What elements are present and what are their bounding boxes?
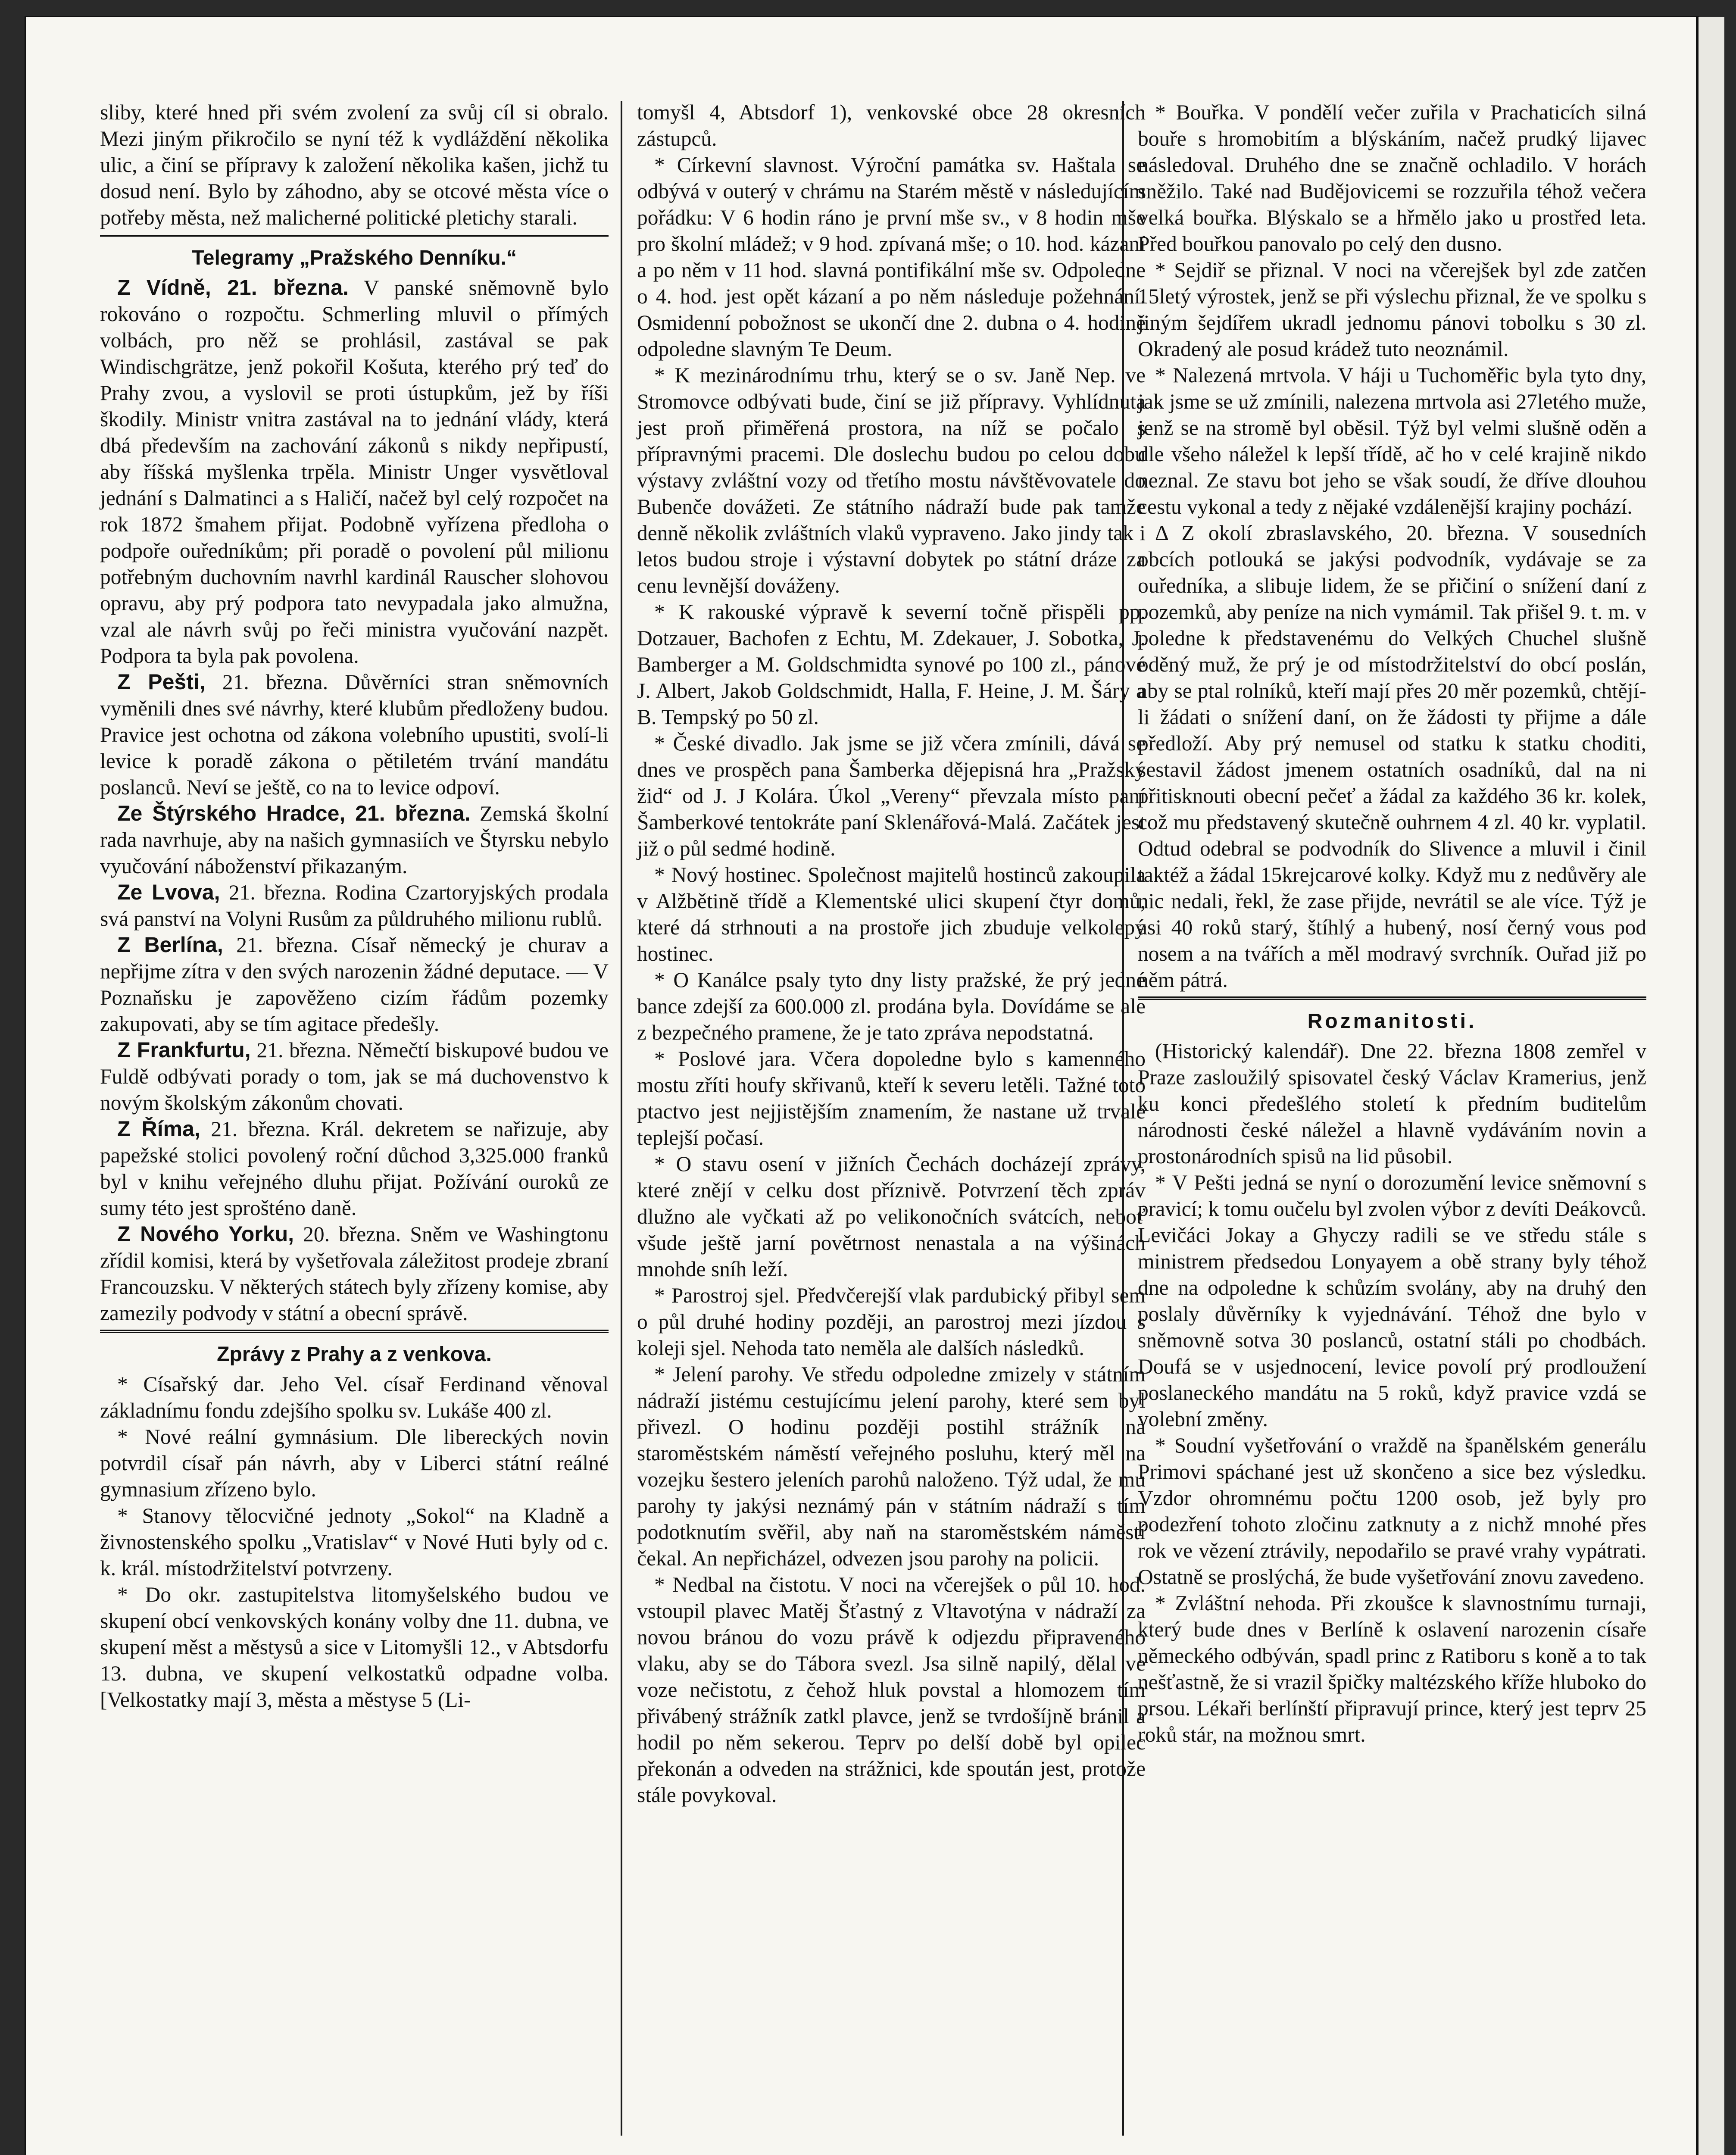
section-rule (100, 235, 609, 237)
news-heading: Zprávy z Prahy a z venkova. (217, 1343, 492, 1366)
news-item: * O stavu osení v jižních Čechách docházejí zprávy, které znějí v celku dost příznivě. Potvrzení těch zpráv dlužno ale vyčkati až po velikonočních svátcích, neboť všude ještě jarní povětrnost nenastala a na výšinách mnohde sníh leží. (637, 1152, 1146, 1281)
news-item: * Sejdiř se přiznal. V noci na včerejšek byl zde zatčen 15letý výrostek, jenž se při výslechu přiznal, že ve spolku s jiným šejdířem ukradl jednomu pánovi tobolku s 30 zl. Okradený ale posud krádež tuto neoznámil. (1138, 258, 1646, 361)
news-item: * Církevní slavnost. Výroční památka sv. Haštala se odbývá v outerý v chrámu na Starém městě v následujícím pořádku: V 6 hodin ráno je první mše sv., v 8 hodin mše pro školní mládež; v 9 hod. zpívaná mše; o 10. hod. kázaní a po něm v 11 hod. slavná pontifikální mše sv. Odpoledne o 4. hod. jest opět kázaní a po něm následuje požehnání. Osmidenní pobožnost se ukončí dne 2. dubna o 4. hodině odpoledne slavným Te Deum. (637, 153, 1146, 361)
telegram-text: 20. března. Sněm ve Washingtonu zřídil komisi, která by vyšetřovala záležitost prodeje zbraní Francouzsku. V některých státech byly zřízeny komise, aby zamezily podvody v státní a obecní správě. (100, 1222, 609, 1325)
news-item: * Císařský dar. Jeho Vel. císař Ferdinand věnoval základnímu fondu zdejšího spolku sv. Lukáše 400 zl. (100, 1372, 609, 1422)
section-rule (100, 1330, 609, 1333)
column-2 (637, 99, 1146, 1808)
news-item: * Parostroj sjel. Předvčerejší vlak pardubický přibyl sem o půl druhé hodiny později, an parostroj mezi jízdou s koleji sjel. Nehoda tato neměla ale dalších následků. (637, 1284, 1146, 1360)
telegram-text: 21. března. Císař německý je churav a nepřijme zítra v den svých narozenin žádné deputace. — V Poznaňsku je zapověženo cizím řádům pozemky zakupovati, aby se tím agitace předešly. (100, 933, 609, 1036)
telegram-vienna (100, 275, 609, 669)
dateline: Z Nového Yorku, (117, 1222, 294, 1246)
news-item: * O Kanálce psaly tyto dny listy pražské, že prý jedné bance zdejší za 600.000 zl. prodána byla. Dovídáme se ale z bezpečného pramene, že je tato zpráva nepodstatná. (637, 968, 1146, 1044)
dateline: Z Pešti, (117, 670, 206, 694)
telegram-new-york (100, 1221, 609, 1326)
news-item: * České divadlo. Jak jsme se již včera zmínili, dává se dnes ve prospěch pana Šamberka dějepisná hra „Pražský žid“ od J. J Kolára. Úkol „Vereny“ převzala místo paní Šamberkové tentokráte paní Sklenářová-Malá. Začátek jest již o půl sedmé hodině. (637, 731, 1146, 860)
telegrams-heading: Telegramy „Pražského Denníku.“ (191, 247, 517, 269)
dateline: Ze Štýrského Hradce, 21. března. (117, 801, 471, 825)
column-3 (1138, 99, 1646, 1748)
telegram-text: 21. března. Důvěrníci stran sněmovních vyměnili dnes své návrhy, které klubům předloženy budou. Pravice jest ochotna od zákona volebního upustiti, svolí-li levice k poradě zákona o pětiletém trvání mandátu poslanců. Neví se ještě, co na to levice odpoví. (100, 670, 609, 799)
telegram-lviv (100, 879, 609, 932)
news-item: * K rakouské výpravě k severní točně přispěli pp. Dotzauer, Bachofen z Echtu, M. Zdekauer, J. Sobotka, J. Bamberger a M. Goldschmidta synové po 100 zl., pánové J. Albert, Jakob Goldschmidt, Halla, F. Heine, J. M. Šáry a B. Tempský po 50 zl. (637, 600, 1146, 729)
news-item: (Historický kalendář). Dne 22. března 1808 zemřel v Praze zasloužilý spisovatel český Václav Kramerius, jenž ku konci předešlého století k předním buditelům národnosti české náležel a hlavně vydáváním novin a prostonárodních spisů na lid působil. (1138, 1039, 1646, 1168)
dateline: Z Frankfurtu, (117, 1038, 251, 1062)
telegram-text: 21. března. Němečtí biskupové budou ve Fuldě odbývati porady o tom, jak se má duchovenstvo k novým školským zákonům chovati. (100, 1038, 609, 1115)
page-edge (1696, 17, 1724, 2155)
section-rule (1138, 996, 1646, 1000)
telegram-pest (100, 669, 609, 800)
news-item: * Nedbal na čistotu. V noci na včerejšek o půl 10. hod. vstoupil plavec Matěj Šťastný z Vltavotýna v nádraží za novou bránou do vozu právě k odjezdu připraveného vlaku, aby se do Tábora svezl. Jsa silně napilý, dělal ve voze nečistotu, z čehož hluk povstal a hlomozem tím přivábený strážník zatkl plavce, jenž se tvrdošíjně bránil a hodil po něm sekerou. Teprv po delší době byl opilec překonán a odveden na strážnici, kde spoután jest, protože stále povykoval. (637, 1573, 1146, 1807)
news-item: * Do okr. zastupitelstva litomyšelského budou ve skupení obcí venkovských konány volby dne 11. dubna, ve skupení měst a městysů a sice v Litomyšli 12., v Abtsdorfu 13. dubna, ve skupení velkostatků odpadne volba. [Velkostatky mají 3, města a městyse 5 (Li- (100, 1583, 609, 1712)
telegram-frankfurt (100, 1037, 609, 1116)
news-item: * K mezinárodnímu trhu, který se o sv. Janě Nep. ve Stromovce odbývati bude, činí se již přípravy. Vyhlídnuta jest proň přiměřená prostora, na níž se počalo s přípravnými pracemi. Dle doslechu budou po celou dobu výstavy zvláštní vozy od třetího mostu návštěvovatele do Bubenče dovážeti. Ze státního nádraží bude pak tamže denně několik zvláštních vlaků vypraveno. Jako jindy tak i letos budou stroje i výstavní dobytek po státní dráze za cenu levnější dováženy. (637, 363, 1146, 597)
news-item: * Soudní vyšetřování o vraždě na španělském generálu Primovi spáchané jest už skončeno a sice bez výsledku. Vzdor ohromnému počtu 1200 osob, jež byly pro podezření tohoto zločinu zatknuty a z nichž mnohé přes rok ve vězení ztrávily, nepodařilo se pravé vrahy vypátrati. Ostatně se proslýchá, že bude vyšetřování znovu zavedeno. (1138, 1434, 1646, 1589)
intro-paragraph: sliby, které hned při svém zvolení za svůj cíl si obralo. Mezi jiným přikročilo se nyní též k vydláždění několika ulic, a činí se přípravy k založení několika kašen, jichž tu dosud není. Bylo by záhodno, aby se otcové města více o potřeby města, než malicherné politické pletichy starali. (100, 100, 609, 229)
news-item: * Nalezená mrtvola. V háji u Tuchoměřic byla tyto dny, jak jsme se už zmínili, nalezena mrtvola asi 27letého muže, jenž se na stromě byl oběsil. Týž byl velmi slušně oděn a dle všeho náležel k lepší třídě, ač ho v celé krajině nikdo neznal. Ze stavu bot jeho se však soudí, že dříve dlouhou cestu vykonal a tedy z nějaké vzdálenější krajiny pochází. (1138, 363, 1646, 518)
news-item: tomyšl 4, Abtsdorf 1), venkovské obce 28 okresních zástupců. (637, 100, 1146, 150)
telegram-text: 21. března. Král. dekretem se nařizuje, aby papežské stolici povolený roční důchod 3,325.000 franků byl v knihu veřejného dluhu přijat. Požívání ouroků ze sumy této jest sprošténo daně. (100, 1117, 609, 1220)
news-item: * Zvláštní nehoda. Při zkoušce k slavnostnímu turnaji, který bude dnes v Berlíně k oslavení narozenin císaře německého odbýván, spadl princ z Ratiboru s koně a to tak nešťastně, že si vrazil špičky maltézského kříže hluboko do prsou. Lékaři berlínští připravují prince, který jest teprv 25 roků stár, na možnou smrt. (1138, 1591, 1646, 1746)
telegram-text: Zemská školní rada navrhuje, aby na našich gymnasiích ve Štyrsku nebylo vyučování náboženství přikazaným. (100, 802, 609, 878)
news-item: * Jelení parohy. Ve středu odpoledne zmizely v státním nádraží jistému cestujícímu jelení parohy, které sem byl přivezl. O hodinu později postihl strážník na staroměstském náměstí veřejného posluhu, který měl na vozejku šestero jeleních parohů naloženo. Týž udal, že mu parohy ty jakýsi neznámý pán v státním nádraží s tím podotknutím svěřil, aby naň na staroměstském náměstí čekal. An nepřicházel, odvezen jsou parohy na policii. (637, 1362, 1146, 1570)
miscellany-heading: Rozmanitosti. (1307, 1010, 1477, 1033)
dateline: Ze Lvova, (117, 880, 220, 904)
news-item: * Stanovy tělocvičné jednoty „Sokol“ na Kladně a živnostenského spolku „Vratislav“ v Nové Huti byly od c. k. král. místodržitelství potvrzeny. (100, 1504, 609, 1580)
news-item: Δ Z okolí zbraslavského, 20. března. V sousedních obcích potlouká se jakýsi podvodník, vydávaje se za ouředníka, a slibuje lidem, že se přičiní o snížení daní z pozemků, aby peníze na nich vymámil. Tak přišel 9. t. m. v poledne k představenému do Velkých Chuchel slušně oděný muž, že prý je od místodržitelství do obcí poslán, aby se ptal rolníků, kteří mají přes 20 měr pozemků, chtějí-li žádati o snížení daní, on že žádosti ty přijme a dále předloží. Aby prý nemusel od statku k statku choditi, sestavil žádost jmenem ostatních osadníků, dal na ni přitisknouti obecní pečeť a žádal za každého 36 kr. kolek, což mu představený skutečně ouhrnem 4 zl. 40 kr. vyplatil. Odtud odebral se podvodník do Slivence a mluvil i činil taktéž a žádal 15krejcarové kolky. Když mu z nedůvěry ale nic nedali, řekl, že zase přijde, nevrátil se ale více. Týž je asi 40 roků starý, štíhlý a hubený, nosí černý vous pod nosem a na tvářích a měl modravý svrchník. Ouřad již po něm pátrá. (1138, 521, 1646, 992)
telegram-berlin (100, 932, 609, 1037)
dateline: Z Berlína, (117, 933, 223, 957)
news-item: * Poslové jara. Včera dopoledne bylo s kamenného mostu zříti houfy skřivanů, kteří k severu letěli. Tažné toto ptactvo jest nejjistějším znamením, že nastane už trvale teplejší počasí. (637, 1047, 1146, 1149)
news-item: * Nové reální gymnásium. Dle libereckých novin potvrdil císař pán návrh, aby v Liberci státní reálné gymnasium zřízeno bylo. (100, 1425, 609, 1501)
telegram-text: V panské sněmovně bylo rokováno o rozpočtu. Schmerling mluvil o přímých volbách, pro něž se prohlásil, zastával se pak Windischgrätze, jenž pokořil Košuta, kterého prý teď do Prahy zvou, a vyslovil se proti ústupkům, jež by říši škodily. Ministr vnitra zastával na to jednání vlády, která dbá především na zachování zákonů s nikdy nepřipustí, aby říšská myšlenka trpěla. Ministr Unger vysvětloval jednání s Dalmatinci a s Haličí, načež byl celý rozpočet na rok 1872 šmahem přijat. Podobně vyřízena předloha o podpoře ouředníkům; při poradě o povolení půl milionu potřebným duchovním navrhl kardinál Rauscher slohovou opravu, aby prý podpora tato nevypadala jako almužna, vzal ale návrh svůj po řeči ministra vyučování nazpět. Podpora ta byla pak povolena. (100, 276, 609, 668)
column-1 (100, 99, 609, 1713)
news-item: * Nový hostinec. Společnost majitelů hostinců zakoupila v Alžbětině třídě a Klementské ulici skupení čtyr domů, které dá strhnouti a na prostoře jich zbuduje velkolepý hostinec. (637, 863, 1146, 965)
dateline: Z Říma, (117, 1117, 200, 1141)
news-item: * V Pešti jedná se nyní o dorozumění levice sněmovní s pravicí; k tomu oučelu byl zvolen výbor z devíti Deákovců. Levičáci Jokay a Ghyczy radili se ve středu stále s ministrem předsedou Lonyayem a obě strany byly téhož dne na odpoledne k schůzím svolány, aby na druhý den poslaly důvěrníky k vyjednávání. Téhož dne bylo v sněmovně sotva 30 poslanců, ostatní stáli po chodbách. Doufá se v usjednocení, levice povolí prý prodloužení poslaneckého mandátu na 5 roků, když pravice vzdá se volební změny. (1138, 1171, 1646, 1431)
news-item: * Bouřka. V pondělí večer zuřila v Prachaticích silná bouře s hromobitím a blýskáním, načež prudký lijavec následoval. Druhého dne se značně ochladilo. V horách sněžilo. Také nad Budějovicemi se rozzuřila téhož večera velká bouřka. Blýskalo se a hřmělo jako u prostřed leta. Před bouřkou panovalo po celý den dusno. (1138, 100, 1646, 256)
telegram-graz (100, 800, 609, 879)
dateline: Z Vídně, 21. března. (117, 275, 349, 300)
telegram-text: 21. března. Rodina Czartoryjských prodala svá panství na Volyni Rusům za půldruhého milionu rublů. (100, 881, 609, 931)
telegram-rome (100, 1116, 609, 1221)
column-rule (621, 101, 622, 2136)
